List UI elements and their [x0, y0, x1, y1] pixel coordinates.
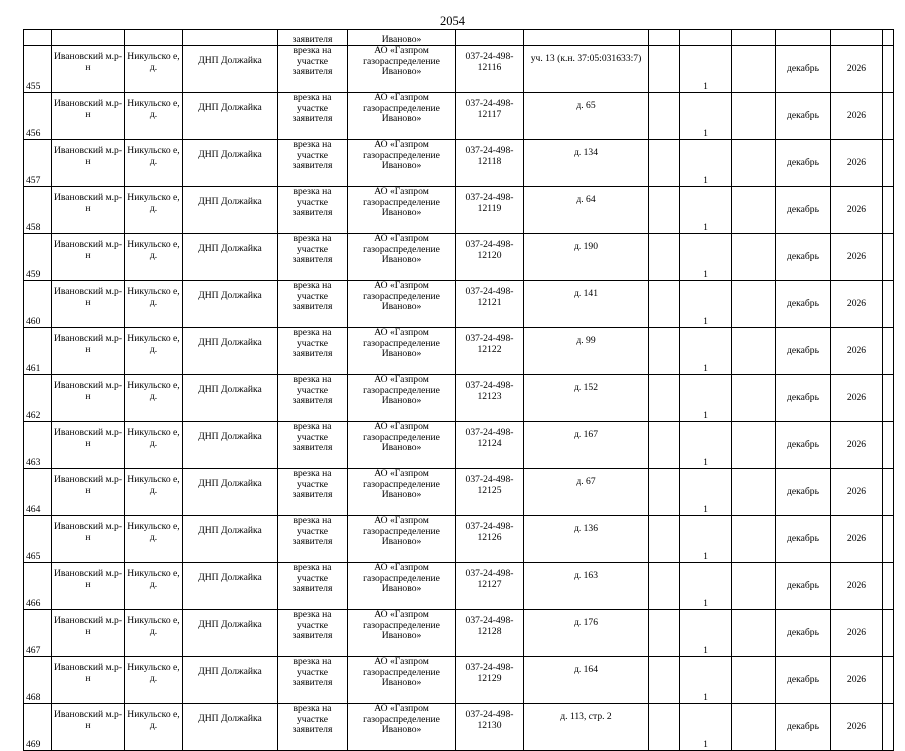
organization-cell: АО «Газпром газораспределение Иваново»: [348, 93, 456, 140]
table-row: [24, 140, 894, 187]
month-cell: декабрь: [776, 140, 831, 187]
row-number: 457: [24, 140, 52, 187]
settlement-cell: Никульско е, д.: [125, 140, 183, 187]
object-cell: ДНП Должайка: [183, 281, 278, 328]
region-cell: Ивановский м.р-н: [52, 234, 125, 281]
quantity-cell: 1: [680, 516, 732, 563]
row-number: 459: [24, 234, 52, 281]
work-type-cell: врезка на участке заявителя: [278, 93, 348, 140]
empty-cell: [732, 563, 776, 610]
address-cell: д. 64: [524, 187, 649, 234]
address-cell: д. 134: [524, 140, 649, 187]
month-cell: декабрь: [776, 187, 831, 234]
row-number: 469: [24, 704, 52, 751]
work-type-cell: врезка на участке заявителя: [278, 422, 348, 469]
empty-cell: [732, 610, 776, 657]
organization-cell: АО «Газпром газораспределение Иваново»: [348, 469, 456, 516]
work-cell: заявителя: [278, 30, 348, 46]
region-cell: Ивановский м.р-н: [52, 516, 125, 563]
empty-cell: [649, 46, 680, 93]
quantity-cell: 1: [680, 93, 732, 140]
row-number: 460: [24, 281, 52, 328]
settlement-cell: Никульско е, д.: [125, 610, 183, 657]
table-row: [24, 375, 894, 422]
row-number: 455: [24, 46, 52, 93]
organization-cell: АО «Газпром газораспределение Иваново»: [348, 281, 456, 328]
empty-cell: [732, 93, 776, 140]
work-type-cell: врезка на участке заявителя: [278, 140, 348, 187]
row-number: 465: [24, 516, 52, 563]
table-row: [24, 657, 894, 704]
quantity-cell: 1: [680, 422, 732, 469]
quantity-cell: 1: [680, 46, 732, 93]
work-type-cell: врезка на участке заявителя: [278, 46, 348, 93]
quantity-cell: 1: [680, 704, 732, 751]
settlement-cell: Никульско е, д.: [125, 46, 183, 93]
settlement-cell: Никульско е, д.: [125, 422, 183, 469]
settlement-cell: Никульско е, д.: [125, 281, 183, 328]
month-cell: декабрь: [776, 93, 831, 140]
row-number: 468: [24, 657, 52, 704]
region-cell: Ивановский м.р-н: [52, 187, 125, 234]
address-cell: д. 113, стр. 2: [524, 704, 649, 751]
table-row: [24, 422, 894, 469]
month-cell: декабрь: [776, 610, 831, 657]
row-number: 464: [24, 469, 52, 516]
row-number: 466: [24, 563, 52, 610]
empty-cell: [649, 516, 680, 563]
empty-cell: [649, 187, 680, 234]
settlement-cell: Никульско е, д.: [125, 469, 183, 516]
work-type-cell: врезка на участке заявителя: [278, 469, 348, 516]
quantity-cell: 1: [680, 328, 732, 375]
address-cell: д. 99: [524, 328, 649, 375]
code-cell: 037-24-498-12118: [456, 140, 524, 187]
organization-cell: АО «Газпром газораспределение Иваново»: [348, 187, 456, 234]
page-number: 2054: [440, 14, 465, 28]
year-cell: 2026: [831, 187, 883, 234]
table-row: [24, 187, 894, 234]
organization-cell: АО «Газпром газораспределение Иваново»: [348, 563, 456, 610]
quantity-cell: 1: [680, 563, 732, 610]
empty-cell: [649, 140, 680, 187]
table-row: [24, 281, 894, 328]
work-type-cell: врезка на участке заявителя: [278, 610, 348, 657]
work-type-cell: врезка на участке заявителя: [278, 563, 348, 610]
empty-cell: [883, 516, 894, 563]
row-number: 458: [24, 187, 52, 234]
settlement-cell: Никульско е, д.: [125, 93, 183, 140]
settlement-cell: Никульско е, д.: [125, 563, 183, 610]
year-cell: 2026: [831, 140, 883, 187]
table-row: [24, 328, 894, 375]
region-cell: Ивановский м.р-н: [52, 375, 125, 422]
object-cell: ДНП Должайка: [183, 469, 278, 516]
address-cell: д. 67: [524, 469, 649, 516]
table-row: [24, 704, 894, 751]
work-type-cell: врезка на участке заявителя: [278, 187, 348, 234]
work-type-cell: врезка на участке заявителя: [278, 328, 348, 375]
month-cell: декабрь: [776, 704, 831, 751]
settlement-cell: Никульско е, д.: [125, 375, 183, 422]
quantity-cell: 1: [680, 281, 732, 328]
region-cell: Ивановский м.р-н: [52, 328, 125, 375]
work-type-cell: врезка на участке заявителя: [278, 234, 348, 281]
code-cell: 037-24-498-12116: [456, 46, 524, 93]
work-type-cell: врезка на участке заявителя: [278, 375, 348, 422]
address-cell: д. 164: [524, 657, 649, 704]
empty-cell: [649, 563, 680, 610]
settlement-cell: Никульско е, д.: [125, 657, 183, 704]
month-cell: декабрь: [776, 469, 831, 516]
region-cell: Ивановский м.р-н: [52, 422, 125, 469]
object-cell: ДНП Должайка: [183, 563, 278, 610]
org-cell: Иваново»: [348, 30, 456, 46]
year-cell: 2026: [831, 422, 883, 469]
row-number: 463: [24, 422, 52, 469]
empty-cell: [883, 93, 894, 140]
region-cell: Ивановский м.р-н: [52, 610, 125, 657]
empty-cell: [649, 422, 680, 469]
object-cell: ДНП Должайка: [183, 610, 278, 657]
address-cell: д. 152: [524, 375, 649, 422]
empty-cell: [732, 46, 776, 93]
address-cell: уч. 13 (к.н. 37:05:031633:7): [524, 46, 649, 93]
row-number: 467: [24, 610, 52, 657]
address-cell: д. 176: [524, 610, 649, 657]
organization-cell: АО «Газпром газораспределение Иваново»: [348, 46, 456, 93]
month-cell: декабрь: [776, 328, 831, 375]
work-type-cell: врезка на участке заявителя: [278, 281, 348, 328]
region-cell: Ивановский м.р-н: [52, 281, 125, 328]
year-cell: 2026: [831, 93, 883, 140]
year-cell: 2026: [831, 610, 883, 657]
object-cell: ДНП Должайка: [183, 93, 278, 140]
object-cell: ДНП Должайка: [183, 234, 278, 281]
month-cell: декабрь: [776, 46, 831, 93]
empty-cell: [649, 469, 680, 516]
region-cell: Ивановский м.р-н: [52, 46, 125, 93]
empty-cell: [649, 93, 680, 140]
region-cell: Ивановский м.р-н: [52, 563, 125, 610]
table-row-partial: [24, 30, 894, 46]
settlement-cell: Никульско е, д.: [125, 187, 183, 234]
quantity-cell: 1: [680, 657, 732, 704]
empty-cell: [649, 281, 680, 328]
month-cell: декабрь: [776, 516, 831, 563]
code-cell: 037-24-498-12129: [456, 657, 524, 704]
code-cell: 037-24-498-12117: [456, 93, 524, 140]
month-cell: декабрь: [776, 281, 831, 328]
address-cell: д. 141: [524, 281, 649, 328]
year-cell: 2026: [831, 328, 883, 375]
year-cell: 2026: [831, 516, 883, 563]
work-type-cell: врезка на участке заявителя: [278, 704, 348, 751]
address-cell: д. 65: [524, 93, 649, 140]
month-cell: декабрь: [776, 422, 831, 469]
empty-cell: [732, 657, 776, 704]
empty-cell: [732, 328, 776, 375]
empty-cell: [883, 422, 894, 469]
month-cell: декабрь: [776, 657, 831, 704]
row-number: 456: [24, 93, 52, 140]
year-cell: 2026: [831, 281, 883, 328]
empty-cell: [732, 187, 776, 234]
table-row: [24, 516, 894, 563]
empty-cell: [732, 281, 776, 328]
region-cell: Ивановский м.р-н: [52, 140, 125, 187]
year-cell: 2026: [831, 234, 883, 281]
object-cell: ДНП Должайка: [183, 422, 278, 469]
empty-cell: [732, 516, 776, 563]
empty-cell: [883, 375, 894, 422]
empty-cell: [732, 469, 776, 516]
code-cell: 037-24-498-12130: [456, 704, 524, 751]
code-cell: 037-24-498-12121: [456, 281, 524, 328]
schedule-table: [23, 29, 894, 751]
object-cell: ДНП Должайка: [183, 375, 278, 422]
object-cell: ДНП Должайка: [183, 46, 278, 93]
year-cell: 2026: [831, 657, 883, 704]
empty-cell: [883, 469, 894, 516]
year-cell: 2026: [831, 469, 883, 516]
empty-cell: [649, 375, 680, 422]
address-cell: д. 163: [524, 563, 649, 610]
quantity-cell: 1: [680, 187, 732, 234]
address-cell: д. 190: [524, 234, 649, 281]
region-cell: Ивановский м.р-н: [52, 469, 125, 516]
settlement-cell: Никульско е, д.: [125, 704, 183, 751]
organization-cell: АО «Газпром газораспределение Иваново»: [348, 657, 456, 704]
year-cell: 2026: [831, 563, 883, 610]
empty-cell: [649, 328, 680, 375]
table-row: [24, 469, 894, 516]
empty-cell: [883, 187, 894, 234]
empty-cell: [883, 328, 894, 375]
organization-cell: АО «Газпром газораспределение Иваново»: [348, 140, 456, 187]
region-cell: Ивановский м.р-н: [52, 704, 125, 751]
empty-cell: [883, 563, 894, 610]
empty-cell: [883, 140, 894, 187]
code-cell: 037-24-498-12120: [456, 234, 524, 281]
year-cell: 2026: [831, 375, 883, 422]
organization-cell: АО «Газпром газораспределение Иваново»: [348, 422, 456, 469]
table-row: [24, 610, 894, 657]
work-type-cell: врезка на участке заявителя: [278, 657, 348, 704]
table-row: [24, 234, 894, 281]
empty-cell: [883, 610, 894, 657]
code-cell: 037-24-498-12119: [456, 187, 524, 234]
empty-cell: [732, 375, 776, 422]
empty-cell: [883, 234, 894, 281]
empty-cell: [732, 704, 776, 751]
code-cell: 037-24-498-12128: [456, 610, 524, 657]
code-cell: 037-24-498-12125: [456, 469, 524, 516]
quantity-cell: 1: [680, 610, 732, 657]
month-cell: декабрь: [776, 234, 831, 281]
empty-cell: [649, 610, 680, 657]
organization-cell: АО «Газпром газораспределение Иваново»: [348, 375, 456, 422]
code-cell: 037-24-498-12122: [456, 328, 524, 375]
empty-cell: [732, 422, 776, 469]
address-cell: д. 136: [524, 516, 649, 563]
settlement-cell: Никульско е, д.: [125, 516, 183, 563]
code-cell: 037-24-498-12126: [456, 516, 524, 563]
empty-cell: [649, 657, 680, 704]
organization-cell: АО «Газпром газораспределение Иваново»: [348, 704, 456, 751]
object-cell: ДНП Должайка: [183, 328, 278, 375]
year-cell: 2026: [831, 704, 883, 751]
settlement-cell: Никульско е, д.: [125, 328, 183, 375]
region-cell: Ивановский м.р-н: [52, 93, 125, 140]
row-number: 462: [24, 375, 52, 422]
code-cell: 037-24-498-12123: [456, 375, 524, 422]
empty-cell: [649, 704, 680, 751]
quantity-cell: 1: [680, 375, 732, 422]
object-cell: ДНП Должайка: [183, 140, 278, 187]
object-cell: ДНП Должайка: [183, 187, 278, 234]
table-row: [24, 563, 894, 610]
organization-cell: АО «Газпром газораспределение Иваново»: [348, 234, 456, 281]
object-cell: ДНП Должайка: [183, 704, 278, 751]
year-cell: 2026: [831, 46, 883, 93]
month-cell: декабрь: [776, 375, 831, 422]
empty-cell: [883, 281, 894, 328]
table-row: [24, 46, 894, 93]
empty-cell: [732, 234, 776, 281]
code-cell: 037-24-498-12124: [456, 422, 524, 469]
empty-cell: [649, 234, 680, 281]
empty-cell: [732, 140, 776, 187]
address-cell: д. 167: [524, 422, 649, 469]
settlement-cell: Никульско е, д.: [125, 234, 183, 281]
region-cell: Ивановский м.р-н: [52, 657, 125, 704]
object-cell: ДНП Должайка: [183, 516, 278, 563]
table-body: [24, 30, 894, 751]
month-cell: декабрь: [776, 563, 831, 610]
work-type-cell: врезка на участке заявителя: [278, 516, 348, 563]
empty-cell: [883, 657, 894, 704]
table-row: [24, 93, 894, 140]
row-number: 461: [24, 328, 52, 375]
object-cell: ДНП Должайка: [183, 657, 278, 704]
organization-cell: АО «Газпром газораспределение Иваново»: [348, 610, 456, 657]
quantity-cell: 1: [680, 140, 732, 187]
empty-cell: [883, 46, 894, 93]
code-cell: 037-24-498-12127: [456, 563, 524, 610]
empty-cell: [883, 704, 894, 751]
quantity-cell: 1: [680, 234, 732, 281]
organization-cell: АО «Газпром газораспределение Иваново»: [348, 516, 456, 563]
quantity-cell: 1: [680, 469, 732, 516]
organization-cell: АО «Газпром газораспределение Иваново»: [348, 328, 456, 375]
